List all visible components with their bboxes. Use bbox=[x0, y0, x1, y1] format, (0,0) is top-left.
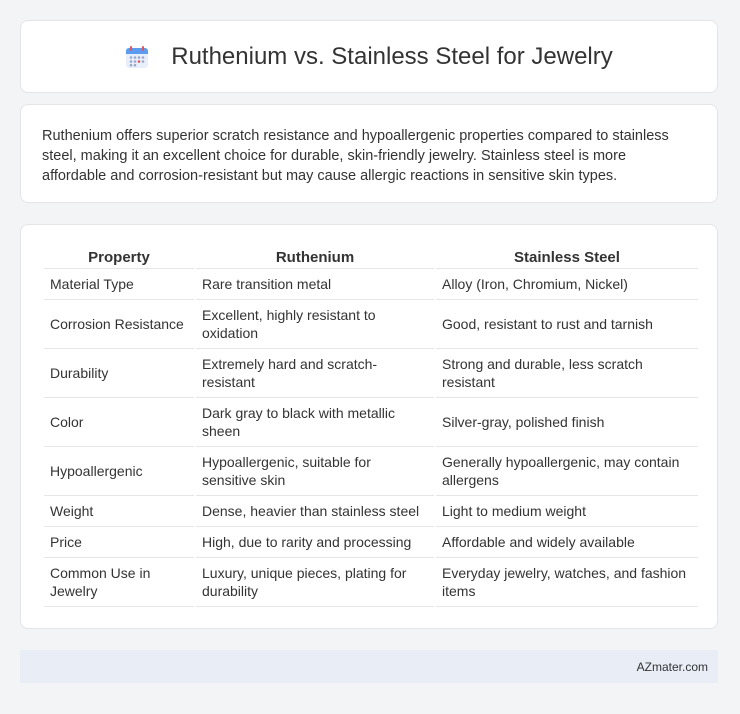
summary-text: Ruthenium offers superior scratch resistance and hypoallergenic properties compared to stainless steel, making it an excellent choice for durable, skin-friendly jewelry. Stainless steel is more affordable and corrosion-resistant but may cause allergic reactions in sensitive skin types. bbox=[42, 128, 669, 184]
column-header-stainless-steel: Stainless Steel bbox=[436, 246, 698, 269]
footer bbox=[20, 650, 718, 683]
property-cell: Weight bbox=[44, 496, 194, 527]
column-header-ruthenium: Ruthenium bbox=[196, 246, 434, 269]
property-cell: Price bbox=[44, 527, 194, 558]
stainless-steel-cell: Affordable and widely available bbox=[436, 527, 698, 558]
stainless-steel-cell: Light to medium weight bbox=[436, 496, 698, 527]
property-cell: Corrosion Resistance bbox=[44, 300, 194, 349]
stainless-steel-cell: Everyday jewelry, watches, and fashion items bbox=[436, 558, 698, 607]
ruthenium-cell: Dark gray to black with metallic sheen bbox=[196, 398, 434, 447]
summary-card bbox=[20, 104, 718, 203]
ruthenium-cell: Luxury, unique pieces, plating for durability bbox=[196, 558, 434, 607]
header-card bbox=[20, 20, 718, 93]
comparison-table bbox=[42, 246, 700, 607]
stainless-steel-cell: Strong and durable, less scratch resistant bbox=[436, 349, 698, 398]
table-row bbox=[44, 300, 698, 349]
stainless-steel-cell: Silver-gray, polished finish bbox=[436, 398, 698, 447]
property-cell: Material Type bbox=[44, 269, 194, 300]
stainless-steel-cell: Alloy (Iron, Chromium, Nickel) bbox=[436, 269, 698, 300]
ruthenium-cell: Rare transition metal bbox=[196, 269, 434, 300]
calendar-icon bbox=[125, 45, 149, 69]
page-title: Ruthenium vs. Stainless Steel for Jewelry bbox=[171, 42, 613, 70]
stainless-steel-cell: Generally hypoallergenic, may contain allergens bbox=[436, 447, 698, 496]
column-header-property: Property bbox=[44, 246, 194, 269]
ruthenium-cell: Excellent, highly resistant to oxidation bbox=[196, 300, 434, 349]
table-row bbox=[44, 496, 698, 527]
table-header-row bbox=[44, 246, 698, 269]
header bbox=[125, 43, 613, 71]
table-row bbox=[44, 349, 698, 398]
table-row bbox=[44, 558, 698, 607]
property-cell: Color bbox=[44, 398, 194, 447]
property-cell: Hypoallergenic bbox=[44, 447, 194, 496]
ruthenium-cell: High, due to rarity and processing bbox=[196, 527, 434, 558]
ruthenium-cell: Extremely hard and scratch-resistant bbox=[196, 349, 434, 398]
property-cell: Common Use in Jewelry bbox=[44, 558, 194, 607]
property-cell: Durability bbox=[44, 349, 194, 398]
comparison-card bbox=[20, 224, 718, 629]
ruthenium-cell: Hypoallergenic, suitable for sensitive skin bbox=[196, 447, 434, 496]
ruthenium-cell: Dense, heavier than stainless steel bbox=[196, 496, 434, 527]
stainless-steel-cell: Good, resistant to rust and tarnish bbox=[436, 300, 698, 349]
table-row bbox=[44, 269, 698, 300]
table-row bbox=[44, 398, 698, 447]
table-row bbox=[44, 447, 698, 496]
table-row bbox=[44, 527, 698, 558]
footer-site-link[interactable]: AZmater.com bbox=[636, 659, 708, 674]
